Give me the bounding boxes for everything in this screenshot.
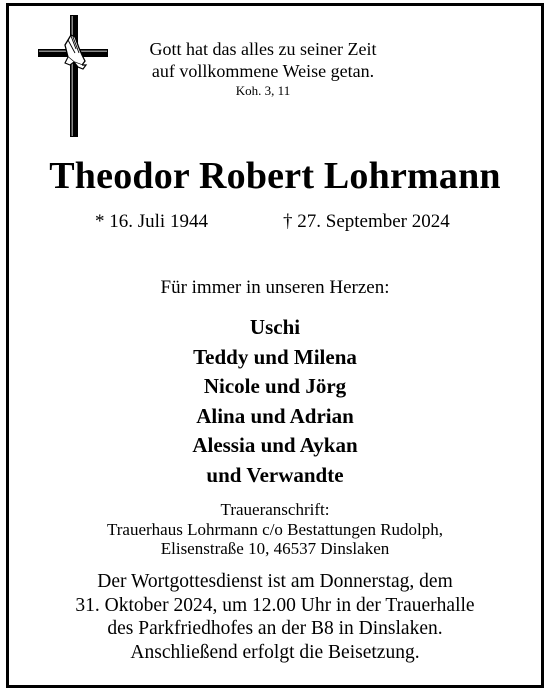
mourner-name: und Verwandte bbox=[206, 462, 344, 487]
mourner-name: Uschi bbox=[249, 315, 301, 339]
mourner-name: Teddy und Milena bbox=[193, 344, 357, 369]
mourner-name: Alina und Adrian bbox=[196, 403, 354, 428]
service-line-1: Der Wortgottesdienst ist am Donnerstag, dem bbox=[97, 571, 453, 592]
mourners-intro: Für immer in unseren Herzen: bbox=[160, 277, 390, 298]
service-line-4: Anschließend erfolgt die Beisetzung. bbox=[130, 641, 420, 663]
service-line-2: 31. Oktober 2024, um 12.00 Uhr in der Trauerhalle bbox=[75, 594, 475, 616]
address-line-2: Elisenstraße 10, 46537 Dinslaken bbox=[160, 539, 390, 558]
mourner-name: Nicole und Jörg bbox=[203, 374, 347, 398]
mourner-name: Alessia und Aykan bbox=[192, 433, 358, 457]
verse-reference: Koh. 3, 11 bbox=[235, 83, 291, 98]
bible-verse bbox=[118, 38, 408, 100]
verse-line-2: auf vollkommene Weise getan. bbox=[151, 61, 375, 81]
cross-with-praying-hands-icon bbox=[38, 15, 108, 140]
address-line-1: Trauerhaus Lohrmann c/o Bestattungen Rudolph, bbox=[106, 519, 443, 539]
mourning-address bbox=[0, 500, 550, 559]
deceased-name: Theodor Robert Lohrmann bbox=[49, 155, 501, 197]
death-date: † 27. September 2024 bbox=[283, 211, 450, 232]
address-label: Traueranschrift: bbox=[220, 500, 330, 519]
birth-date: * 16. Juli 1944 bbox=[95, 211, 208, 232]
mourners-list bbox=[0, 313, 550, 490]
service-line-3: des Parkfriedhofes an der B8 in Dinslaken. bbox=[107, 618, 443, 639]
verse-line-1: Gott hat das alles zu seiner Zeit bbox=[149, 39, 377, 59]
service-information bbox=[0, 570, 550, 664]
